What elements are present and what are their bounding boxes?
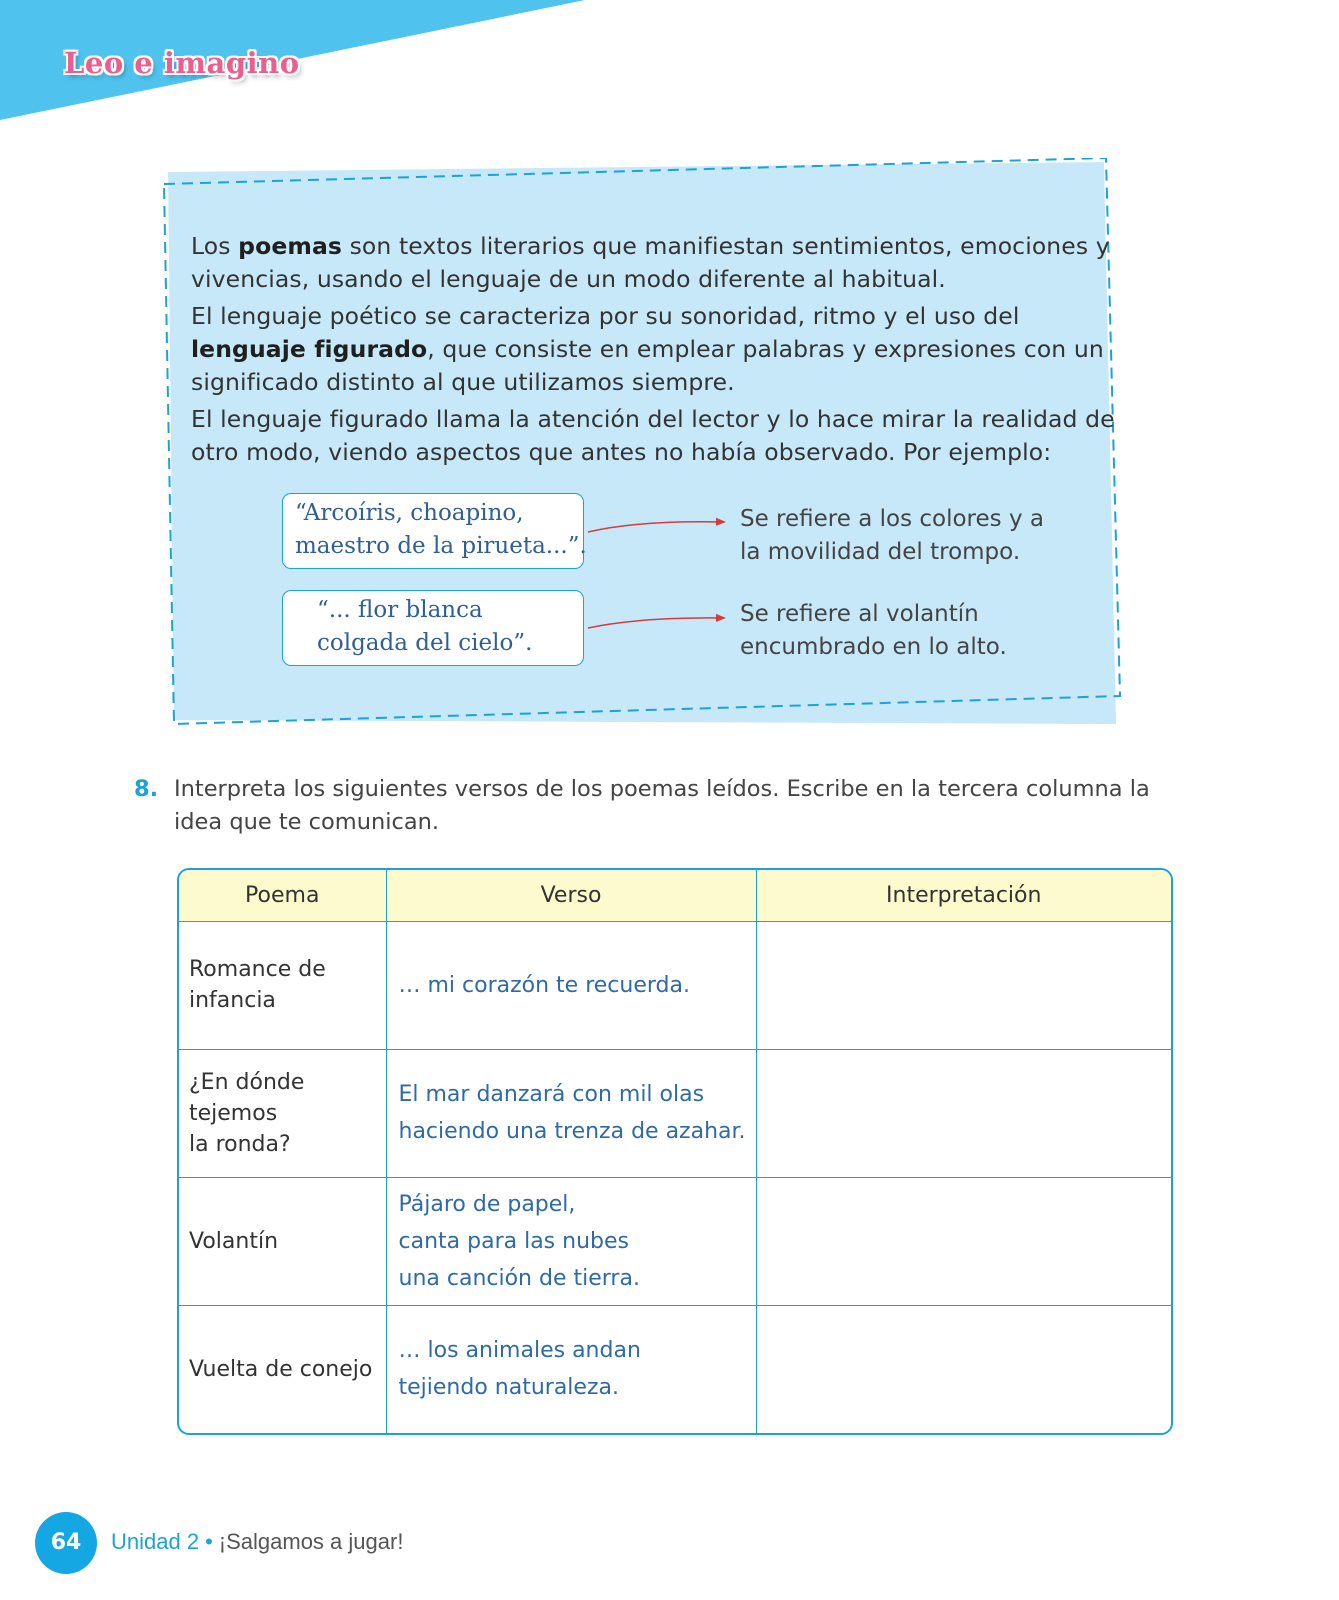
example-quote-box: “Arcoíris, choapino, maestro de la pirueta...”. [282, 493, 584, 569]
header-poema: Poema [179, 870, 386, 921]
verse-cell: … mi corazón te recuerda. [386, 921, 756, 1049]
info-paragraph-3: El lenguaje figurado llama la atención del lector y lo hace mirar la realidad de otro modo, viendo aspectos que antes no había observado. Por ejemplo: [191, 405, 1115, 466]
table-row [179, 1177, 1171, 1305]
table-row [179, 1305, 1171, 1433]
section-title: Leo e imagino [64, 46, 300, 80]
page-number: 64 [35, 1512, 97, 1574]
table-row [179, 921, 1171, 1049]
activity-instruction: Interpreta los siguientes versos de los poemas leídos. Escribe en la tercera columna la idea que te comunican. [174, 776, 1150, 835]
table-row [179, 1049, 1171, 1177]
interpretation-cell[interactable] [756, 921, 1171, 1049]
info-paragraph-2: El lenguaje poético se caracteriza por su sonoridad, ritmo y el uso del lenguaje figurado, que consiste en emplear palabras y expresiones con un significado distinto al que utilizamos siempre. [191, 302, 1104, 396]
poem-cell: Romance de infancia [179, 921, 386, 1049]
example-meaning: Se refiere al volantín encumbrado en lo alto. [740, 601, 1007, 660]
table-header-row [179, 870, 1171, 921]
poem-cell: ¿En dónde tejemos la ronda? [179, 1049, 386, 1177]
interpretation-cell[interactable] [756, 1305, 1171, 1433]
example-meaning: Se refiere a los colores y a la movilidad del trompo. [740, 506, 1044, 565]
header-interpretacion: Interpretación [756, 870, 1171, 921]
activity-number: 8. [134, 776, 159, 802]
info-text [191, 230, 1121, 473]
example-quote-box: “... flor blanca colgada del cielo”. [282, 590, 584, 666]
interpretation-table [177, 868, 1173, 1435]
footer-bullet: • [205, 1529, 213, 1554]
footer-unit-label [111, 1529, 403, 1555]
interpretation-cell[interactable] [756, 1177, 1171, 1305]
info-paragraph-1: Los poemas son textos literarios que manifiestan sentimientos, emociones y vivencias, usando el lenguaje de un modo diferente al habitual. [191, 232, 1110, 293]
poem-cell: Volantín [179, 1177, 386, 1305]
footer-unit-title: ¡Salgamos a jugar! [218, 1529, 404, 1554]
verse-cell: Pájaro de papel, canta para las nubes una canción de tierra. [386, 1177, 756, 1305]
verse-cell: El mar danzará con mil olas haciendo una trenza de azahar. [386, 1049, 756, 1177]
footer-unit: Unidad 2 [111, 1529, 200, 1554]
interpretation-cell[interactable] [756, 1049, 1171, 1177]
header-verso: Verso [386, 870, 756, 921]
poem-cell: Vuelta de conejo [179, 1305, 386, 1433]
verse-cell: … los animales andan tejiendo naturaleza. [386, 1305, 756, 1433]
